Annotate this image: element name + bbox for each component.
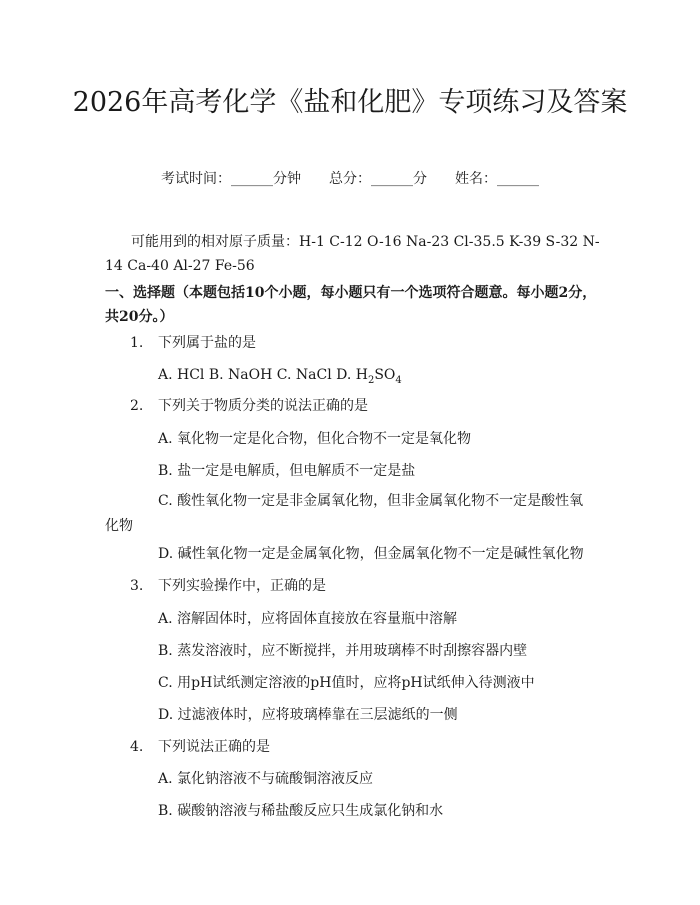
option-b: B. 碳酸钠溶液与稀盐酸反应只生成氯化钠和水 — [158, 803, 444, 819]
subscript: 2 — [367, 374, 375, 386]
exam-time-label: 考试时间：______分钟 — [161, 171, 301, 187]
question-number: 1. — [130, 335, 144, 351]
question-stem — [130, 397, 368, 416]
subscript: 4 — [395, 374, 402, 386]
section-heading-choice: 一、选择题（本题包括10个小题，每小题只有一个选项符合题意。每小题2分，共20分。） — [105, 285, 597, 325]
question-stem — [130, 738, 270, 757]
question-number: 4. — [130, 739, 144, 755]
option-c: C. 用pH试纸测定溶液的pH值时，应将pH试纸伸入待测液中 — [158, 675, 535, 691]
total-score-label: 总分：______分 — [329, 171, 427, 187]
option-b: B. 盐一定是电解质，但电解质不一定是盐 — [158, 463, 416, 479]
atomic-masses-note: 可能用到的相对原子质量：H-1 C-12 O-16 Na-23 Cl-35.5 K-39 S-32 N-14 Ca-40 Al-27 Fe-56 — [105, 234, 600, 274]
question-stem-text: 下列实验操作中，正确的是 — [158, 578, 326, 594]
option-a: A. 氯化钠溶液不与硫酸铜溶液反应 — [158, 771, 374, 787]
option-d: D. 碱性氧化物一定是金属氧化物，但金属氧化物不一定是碱性氧化物 — [158, 546, 584, 562]
option-text: A. HCl B. NaOH C. NaCl D. H — [158, 367, 368, 383]
question-stem-text: 下列关于物质分类的说法正确的是 — [158, 398, 368, 414]
option-d: D. 过滤液体时，应将玻璃棒靠在三层滤纸的一侧 — [158, 707, 458, 723]
question-stem — [130, 577, 326, 596]
question-options — [158, 366, 402, 390]
student-name-label: 姓名：______ — [455, 171, 539, 187]
question-stem-text: 下列属于盐的是 — [158, 335, 256, 351]
page-title: 2026年高考化学《盐和化肥》专项练习及答案 — [72, 87, 628, 118]
question-stem — [130, 334, 256, 353]
option-c: C. 酸性氧化物一定是非金属氧化物，但非金属氧化物不一定是酸性氧化物 — [105, 493, 584, 534]
question-number: 2. — [130, 398, 144, 414]
question-number: 3. — [130, 578, 144, 594]
option-text-tail: SO — [374, 367, 396, 383]
option-b: B. 蒸发溶液时，应不断搅拌，并用玻璃棒不时刮擦容器内壁 — [158, 643, 528, 659]
question-stem-text: 下列说法正确的是 — [158, 739, 270, 755]
exam-info — [0, 168, 700, 188]
option-a: A. 氧化物一定是化合物，但化合物不一定是氧化物 — [158, 431, 472, 447]
option-a: A. 溶解固体时，应将固体直接放在容量瓶中溶解 — [158, 611, 458, 627]
